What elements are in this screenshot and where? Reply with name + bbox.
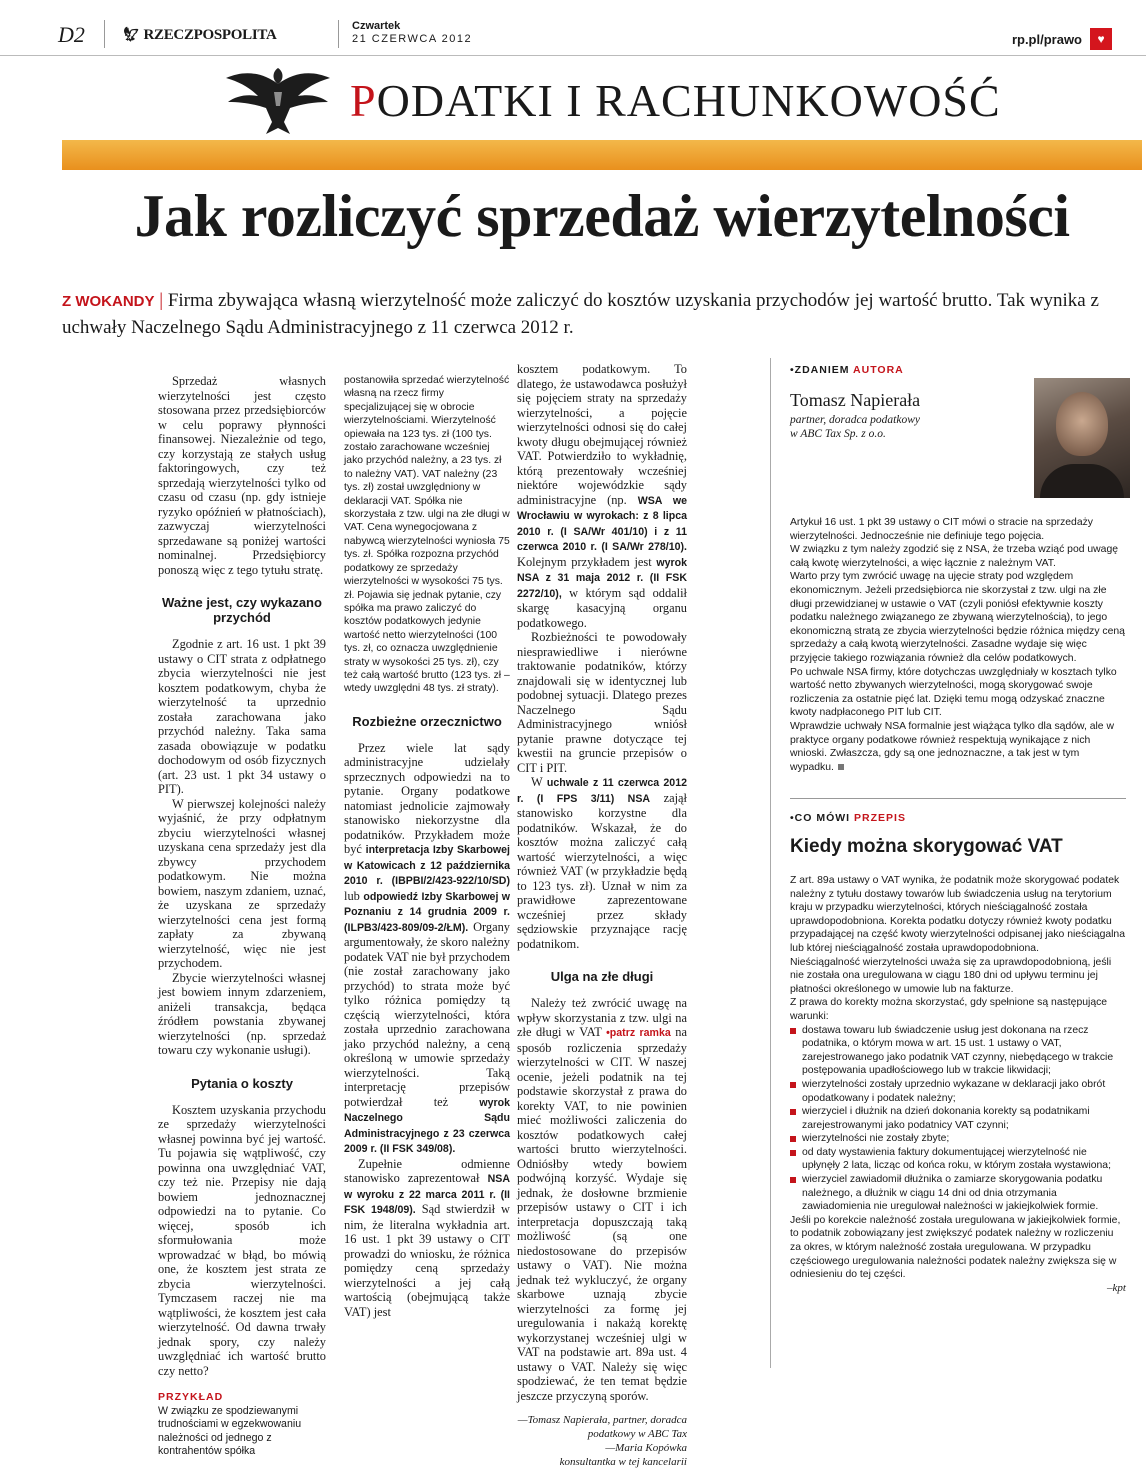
list-item: wierzyciel zawiadomił dłużnika o zamiarze skorygowania podatku należnego, a dłużnik w ciągu 14 dni od dnia otrzymania zawiadomienia nie uregulował należności w jakiejkolwiek formie. <box>790 1173 1126 1214</box>
page-header <box>0 0 1146 56</box>
subheading: Ulga na złe długi <box>550 969 654 984</box>
paragraph: Kosztem uzyskania przychodu ze sprzedaży wierzytelności własnej powinna być jej wartość. Tu pojawia się wątpliwość, czy powinna ona uwzględniać VAT, czy też nie. Przepisy nie dają bowiem jednoznacznej odpowiedzi na to pytanie. Co więcej, sposób ich sformułowania może wprowadzać w błąd, bo mówią one, że kosztem jest strata ze zbycia wierzytelności. Tymczasem raczej nie ma wątpliwości, że kosztem jest cała wierzytelność. Od dawna trwały jednak spory, czy należy uwzględniać ich wartość brutto czy netto? <box>158 1102 326 1378</box>
masthead-text: RZECZPOSPOLITA <box>143 27 277 43</box>
header-divider <box>104 20 105 48</box>
box-reference-link[interactable]: •patrz ramka <box>606 1027 671 1039</box>
subheading: Ważne jest, czy wykazano przychód <box>162 595 322 625</box>
law-label: •CO MÓWI PRZEPIS <box>790 812 906 824</box>
paragraph: Należy też zwrócić uwagę na wpływ skorzystania z tzw. ulgi na złe długi w VAT •patrz ramka na sposób rozliczenia sprzedaży wierzytelności w CIT. W naszej ocenie, jeżeli podatnik na tej podstawie skorzystał z prawa do korekty VAT, to nie powinien mieć możliwości zaliczenia do kosztów podatkowych całej wartości brutto wierzytelności. Odniósłby wtedy bowiem podwójną korzyść. Wydaje się jednak, że dosłowne brzmienie przepisów ustawy o CIT i ich interpretacja dopuszczają taką możliwość (są one niedostosowane do przepisów ustawy o VAT). Nie można jednak też wykluczyć, że organy skarbowe uznają zbycie wierzytelności za formę jej uregulowania i nakażą korektę wykorzystanej wcześniej ulgi w VAT na podstawie art. 89a ust. 4 ustawy o VAT. Należy się więc spodziewać, że ten temat będzie jeszcze przyczyną sporów. <box>517 996 687 1403</box>
paragraph: Rozbieżności te powodowały niesprawiedliwe i nierówne traktowanie podatników, którzy znajdowali się w identycznej lub podobnej sytuacji. Dlatego prezes Naczelnego Sądu Administracyjnego wniósł pytanie prawne dotyczące tej kwestii na gruncie przepisów o CIT i PIT. <box>517 630 687 775</box>
section-color-band <box>62 140 1142 170</box>
paragraph: kosztem podatkowym. To dlatego, że ustawodawca posłużył się pojęciem straty na sprzedaży wierzytelności, a pojęcie wierzytelności odnosi się do całej kwoty długu obejmującej również VAT. Potwierdziło to wykładnię, którą prezentowały wcześniej niektóre wojewódzkie sądy administracyjne (np. WSA we Wrocławiu w wyrokach: z 8 lipca 2010 r. (I SA/Wr 401/10) i z 11 czerwca 2010 r. (I SA/Wr 278/10). Kolejnym przykładem jest wyrok NSA z 31 maja 2012 r. (II FSK 2272/10), w którym sąd oddalił skargę kasacyjną organu podatkowego. <box>517 362 687 630</box>
article-lead <box>62 288 1142 341</box>
subheading: Rozbieżne orzecznictwo <box>352 713 502 729</box>
paragraph: Sprzedaż własnych wierzytelności jest często stosowana przez przedsiębiorców w celu poprawy płynności finansowej. Niezależnie od tego, czy korzystają ze stałych usług faktoringowych, czy też sprzedają wierzytelności tylko od czasu od czasu (np. gdy istnieje ryzyko opóźnień w płatnościach), zazwyczaj wierzytelności sprzedawane są poniżej wartości nominalnej. Przedsiębiorcy ponoszą więc z tego tytułu stratę. <box>158 374 326 577</box>
ruling-reference: wyrok Naczelnego Sądu Administracyjnego z 23 czerwca 2009 r. (II FSK 349/08). <box>344 1096 510 1156</box>
ruling-reference: odpowiedź Izby Skarbowej w Poznaniu z 14 grudnia 2009 r. (ILPB3/423-809/09-2/ŁM). <box>344 890 510 934</box>
ruling-reference: wyrok NSA z 31 maja 2012 r. (II FSK 2272/10), <box>517 556 687 600</box>
paragraph: Przez wiele lat sądy administracyjne udzielały sprzecznych odpowiedzi na to pytanie. Organy podatkowe natomiast jednolicie zajmowały stanowisko niekorzystne dla podatników. Przykładem może być interpretacja Izby Skarbowej w Katowicach z 12 października 2010 r. (IBPBI/2/423-922/10/SD) lub odpowiedź Izby Skarbowej w Poznaniu z 14 grudnia 2009 r. (ILPB3/423-809/09-2/ŁM). Organy argumentowały, że skoro należny podatek VAT nie był przychodem (nie został zarachowany jako przychód) to strata może być tylko różnica pomiędzy tą częścią wierzytelności, która została uprzednio zarachowana jako przychód należny, a ceną określoną w umowie sprzedaży wierzytelności. Taką interpretację przepisów potwierdzał też wyrok Naczelnego Sądu Administracyjnego z 23 czerwca 2009 r. (II FSK 349/08). <box>344 740 510 1156</box>
law-box <box>790 812 1126 1294</box>
end-mark-icon <box>838 764 844 770</box>
paragraph: Zupełnie odmienne stanowisko zaprezentował NSA w wyroku z 22 marca 2011 r. (II FSK 1948/09). Sąd stwierdził w nim, że literalna wykładnia art. 16 ust. 1 pkt 39 ustawy o CIT prowadzi do wniosku, że różnica pomiędzy ceną sprzedaży wierzytelności a jej całą wartością (obejmującą także VAT) jest <box>344 1156 510 1319</box>
ruling-reference: uchwale z 11 czerwca 2012 r. (I FPS 3/11) NSA <box>517 777 687 805</box>
conditions-list <box>790 1024 1126 1214</box>
article-column-3 <box>517 362 687 1469</box>
paragraph: W pierwszej kolejności należy wyjaśnić, że przy odpłatnym zbyciu wierzytelności własnej uzyskana cena sprzedaży jest dla zbywcy przychodem podatkowym. Nie można bowiem, naszym zdaniem, uznać, że uzyskana ze sprzedaży wierzytelności cena jest formą zapłaty za zbywaną wierzytelność, więc nie jest przychodem. <box>158 796 326 970</box>
subheading: Pytania o koszty <box>191 1075 293 1091</box>
article-column-1 <box>158 374 326 1459</box>
eagle-emblem-icon <box>222 62 334 138</box>
opinion-text: Artykuł 16 ust. 1 pkt 39 ustawy o CIT mówi o stracie na sprzedaży wierzytelności. Jednocześnie nie definiuje tego pojęcia. W związku z tym należy zgodzić się z NSA, że trzeba wziąć pod uwagę całą kwotę wierzytelności, a więc łącznie z należnym VAT. Warto przy tym zwrócić uwagę na ujęcie straty pod względem ekonomicznym. Jeżeli przedsiębiorca nie skorzystał z tzw. ulgi na złe długi przewidzianej w ustawie o VAT (czyli poniósł efektywnie koszty podatku należnego związanego ze zbywaną wierzytelnością), to jego ekonomiczną stratą ze zbycia wierzytelności będzie różnica między ceną sprzedaży a całą kwotą wierzytelności. Zasadne wydaje się więc przyjęcie takiego rozwiązania również dla celów podatkowych. Po uchwale NSA firmy, które dotychczas uwzględniały w kosztach tylko wartość netto zbywanych wierzytelności, mogą skorygować swoje rozliczenia za ostatnie pięć lat. Dzięki temu mogą odzyskać znaczne kwoty nadpłaconego PIT lub CIT. Wprawdzie uchwały NSA formalnie jest wiążąca tylko dla sądów, ale w praktyce organy podatkowe również respektują wynikające z nich wnioski. Zwłaszcza, gdy są one jednoznaczne, a tak jest w tym wypadku. <box>790 517 1125 773</box>
lead-kicker: Z WOKANDY <box>62 293 155 310</box>
list-item: wierzytelności zostały uprzednio wykazane w deklaracji jako obrót opodatkowany i podatek należny; <box>790 1078 1126 1105</box>
site-link[interactable] <box>1012 28 1112 50</box>
masthead <box>122 27 277 44</box>
rp-logo-icon: ♥ <box>1090 28 1112 50</box>
author-role: partner, doradca podatkowy w ABC Tax Sp. z o.o. <box>790 414 921 440</box>
law-title: Kiedy można skorygować VAT <box>790 836 1063 857</box>
paragraph: Zgodnie z art. 16 ust. 1 pkt 39 ustawy o CIT strata z odpłatnego zbycia wierzytelności nie jest kosztem podatkowym, chyba że wierzytelność ta uprzednio została zarachowana jako przychód należny. Taka sama zasada obowiązuje w podatku dochodowym od osób fizycznych (art. 23 ust. 1 pkt 34 ustawy o PIT). <box>158 637 326 796</box>
paragraph: Zbycie wierzytelności własnej jest bowiem innym zdarzeniem, aniżeli transakcja, będąca źródłem powstania zbywanej wierzytelności (np. sprzedaż towaru czy wykonanie usługi). <box>158 970 326 1057</box>
sidebar-divider <box>790 798 1126 799</box>
law-text: Z art. 89a ustawy o VAT wynika, że podatnik może skorygować podatek należny z tytułu dostawy towarów lub świadczenia usług na terytorium kraju w przypadku wierzytelności, których nieściągalność została uprawdopodobniona. Korekta podatku dotyczy również kwoty podatku przypadającej na część kwoty wierzytelności odpisanej jako nieściągalna lub której nieściągalność została uprawdopodobniona. Nieściągalność wierzytelności uważa się za uprawdopodobnioną, jeśli nie została ona uregulowana w ciągu 180 dni od upływu terminu jej płatności określonego w umowie lub na fakturze. Z prawa do korekty można skorzystać, gdy spełnione są następujące warunki: <box>790 875 1125 1022</box>
article-headline: Jak rozliczyć sprzedaż wierzytelności <box>134 183 1070 249</box>
opinion-label: •ZDANIEM AUTORA <box>790 364 904 376</box>
ruling-reference: NSA w wyroku z 22 marca 2011 r. (II FSK 1948/09). <box>344 1173 510 1217</box>
article-column-2 <box>344 374 510 1319</box>
lead-text: Firma zbywająca własną wierzytelność może zaliczyć do kosztów uzyskania przychodów jej wartość brutto. Tak wynika z uchwały Naczelnego Sądu Administracyjnego z 11 czerwca 2012 r. <box>62 290 1099 338</box>
author-face <box>1056 392 1108 456</box>
ruling-reference: interpretacja Izby Skarbowej w Katowicach z 12 października 2010 r. (IBPBI/2/423-922/10/SD) <box>344 844 510 888</box>
example-text: W związku ze spodziewanymi trudnościami w egzekwowaniu należności od jednego z kontrahentów spółka <box>158 1404 302 1458</box>
law-text-final: Jeśli po korekcie należność została uregulowana w jakiejkolwiek formie, to podatnik zobowiązany jest zwiększyć podatek należny w rozliczeniu za okres, w którym należność została uregulowana. W przypadku częściowego uregulowania należności podatek należny zwiększa się w odniesieniu do tej części. <box>790 1214 1121 1281</box>
issue-day: Czwartek <box>352 20 401 32</box>
list-item: od daty wystawienia faktury dokumentującej wierzytelność nie upłynęły 2 lata, licząc od końca roku, w którym została wystawiona; <box>790 1146 1126 1173</box>
author-shoulders <box>1040 464 1124 498</box>
author-name: Tomasz Napierała <box>790 390 921 410</box>
list-item: wierzyciel i dłużnik na dzień dokonania korekty są podatnikami zarejestrowanymi jako podatnicy VAT czynni; <box>790 1105 1126 1132</box>
ruling-reference: WSA we Wrocławiu w wyrokach: z 8 lipca 2010 r. (I SA/Wr 401/10) i z 11 czerwca 2010 r. (I SA/Wr 278/10). <box>517 494 687 553</box>
issue-date-text: 21 CZERWCA 2012 <box>352 33 473 45</box>
site-link-text[interactable]: rp.pl/prawo <box>1011 31 1082 47</box>
article-signature: —Tomasz Napierała, partner, doradca podatkowy w ABC Tax —Maria Kopówka konsultantka w tej kancelarii <box>517 1414 687 1468</box>
example-text: postanowiła sprzedać wierzytelność własną na rzecz firmy specjalizującej się w obrocie wierzytelnościami. Wierzytelność opiewała na 123 tys. zł (100 tys. zostało zarachowane wcześniej jako przychód należny, a 23 tys. zł to należny VAT). VAT należny (23 tys. zł) został uwzględniony w deklaracji VAT. Spółka nie skorzystała z tzw. ulgi na złe długi w VAT. Cena wynegocjowana z nabywcą wierzytelności wyniosła 75 tys. zł. Spółka rozpozna przychód podatkowy ze sprzedaży wierzytelności w wysokości 75 tys. zł. Pojawia się jednak pytanie, czy spółka ma prawo zaliczyć do kosztów podatkowych jedynie wartość netto wierzytelności (100 tys. zł, co oznacza uwzględnienie straty w wysokości 25 tys. zł), czy też całą wartość brutto (123 tys. zł – wtedy uwzględni 48 tys. zł straty). <box>344 375 510 695</box>
box-signature: –kpt <box>1107 1281 1126 1294</box>
list-item: wierzytelności nie zostały zbyte; <box>790 1132 1126 1146</box>
section-title: PODATKI I RACHUNKOWOŚĆ <box>350 75 1001 126</box>
example-label: PRZYKŁAD <box>158 1391 224 1403</box>
paragraph: W uchwale z 11 czerwca 2012 r. (I FPS 3/11) NSA zajął stanowisko korzystne dla podatników. Wskazał, że do kosztów można zaliczyć całą wartość wierzytelności, a więc również VAT (w przykładzie będą to 123 tys. zł). Uznał w nim za prawidłowe zaprezentowane wcześniej przez składy sędziowskie przyznające rację podatnikom. <box>517 775 687 951</box>
issue-date <box>352 20 472 46</box>
lead-separator: | <box>159 290 164 311</box>
list-item: dostawa towaru lub świadczenie usług jest dokonana na rzecz podatnika, o którym mowa w art. 15 ust. 1 ustawy o VAT, zarejestrowanego jako podatnik VAT czynny, niebędącego w trakcie postępowania upadłościowego lub w trakcie likwidacji; <box>790 1024 1126 1078</box>
column-divider <box>770 358 771 1368</box>
eagle-mini-icon: 🦅︎ <box>122 28 140 43</box>
header-divider <box>338 20 339 48</box>
author-photo <box>1034 378 1130 498</box>
page-number: D2 <box>58 22 85 47</box>
